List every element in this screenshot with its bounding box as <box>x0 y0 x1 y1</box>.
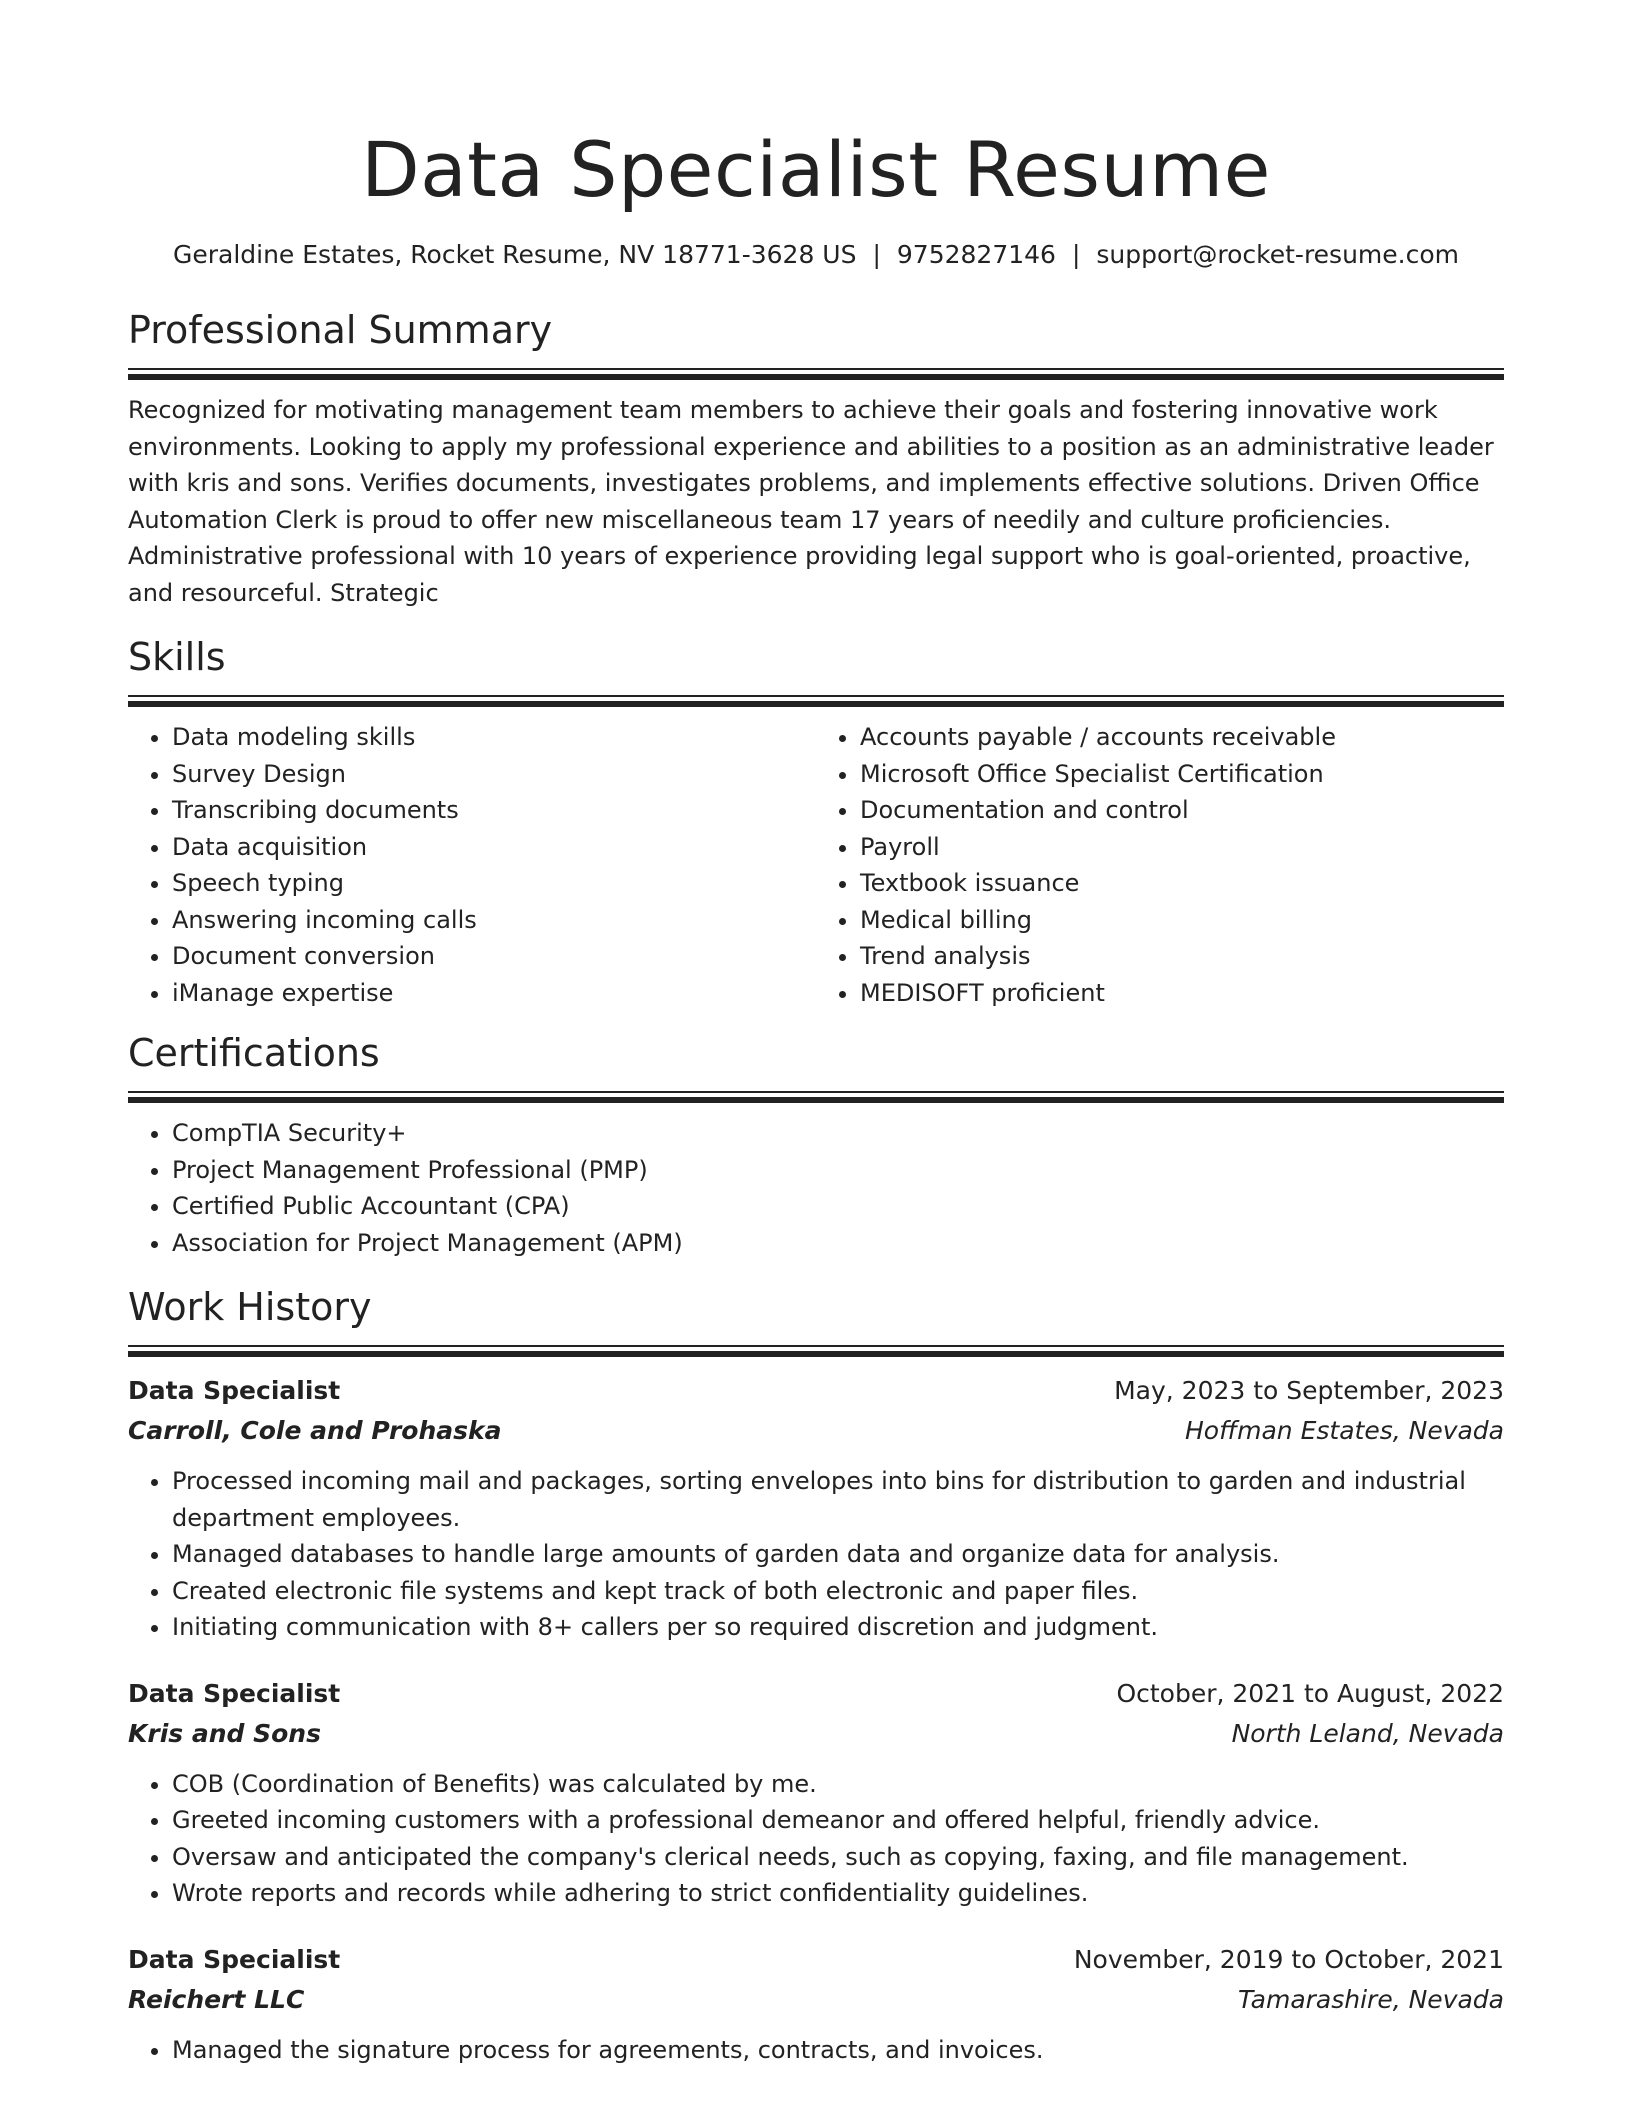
contact-email: support@rocket-resume.com <box>1096 240 1460 269</box>
job-duty: • Oversaw and anticipated the company's clerical needs, such as copying, faxing, and file management. <box>172 1839 1504 1876</box>
job-duty: • Managed databases to handle large amounts of garden data and organize data for analysis. <box>172 1536 1504 1573</box>
skill-item: • Speech typing <box>172 865 816 902</box>
job-company: Carroll, Cole and Prohaska <box>128 1416 502 1445</box>
skill-item: • Payroll <box>860 829 1504 866</box>
job-duty: • Managed the signature process for agreements, contracts, and invoices. <box>172 2032 1504 2069</box>
certifications-list <box>128 1101 1504 1261</box>
job-duty: • Initiating communication with 8+ callers per so required discretion and judgment. <box>172 1609 1504 1646</box>
job-title: Data Specialist <box>128 1376 341 1405</box>
job-subheader <box>128 1714 1504 1754</box>
job-location: Tamarashire, Nevada <box>1238 1984 1504 2014</box>
resume-title: Data Specialist Resume <box>361 125 1271 214</box>
contact-separator: | <box>872 240 881 269</box>
certification-item: • Project Management Professional (PMP) <box>172 1152 1504 1189</box>
skill-item: • Survey Design <box>172 756 816 793</box>
job-duty: • COB (Coordination of Benefits) was calculated by me. <box>172 1766 1504 1803</box>
certification-item: • CompTIA Security+ <box>172 1115 1504 1152</box>
section-divider <box>128 695 1504 705</box>
job-title: Data Specialist <box>128 1678 341 1708</box>
job-location: Hoffman Estates, Nevada <box>1184 1416 1504 1445</box>
section-divider <box>128 1091 1504 1101</box>
job-company: Reichert LLC <box>128 1984 305 2014</box>
section-divider <box>128 1345 1504 1355</box>
skills-list-right <box>816 719 1504 1011</box>
skill-item: • Medical billing <box>860 902 1504 939</box>
job-duty: • Greeted incoming customers with a professional demeanor and offered helpful, friendly advice. <box>172 1802 1504 1839</box>
skill-item: • Trend analysis <box>860 938 1504 975</box>
skill-item: • Microsoft Office Specialist Certification <box>860 756 1504 793</box>
skill-item: • Data modeling skills <box>172 719 816 756</box>
summary-section <box>128 306 1504 611</box>
job-entry <box>128 1646 1504 1912</box>
skill-item: • Answering incoming calls <box>172 902 816 939</box>
skills-grid <box>128 705 1504 1011</box>
skills-column-right <box>816 719 1504 1011</box>
job-duty: • Created electronic file systems and kept track of both electronic and paper files. <box>172 1573 1504 1610</box>
certification-item: • Certified Public Accountant (CPA) <box>172 1188 1504 1225</box>
job-dates: May, 2023 to September, 2023 <box>1114 1376 1504 1405</box>
contact-address: Geraldine Estates, Rocket Resume, NV 18771-3628 US <box>172 240 857 269</box>
contact-line <box>128 238 1504 272</box>
job-company: Kris and Sons <box>128 1718 321 1748</box>
job-duties-list <box>128 1754 1504 1912</box>
skill-item: • Transcribing documents <box>172 792 816 829</box>
work-history-heading: Work History <box>128 1285 372 1329</box>
job-dates: October, 2021 to August, 2022 <box>1116 1678 1504 1708</box>
job-location: North Leland, Nevada <box>1231 1718 1504 1748</box>
skill-item: • Document conversion <box>172 938 816 975</box>
contact-phone: 9752827146 <box>896 240 1056 269</box>
skills-heading: Skills <box>128 635 226 679</box>
skill-item: • Textbook issuance <box>860 865 1504 902</box>
skill-item: • Accounts payable / accounts receivable <box>860 719 1504 756</box>
summary-text: Recognized for motivating management team members to achieve their goals and fostering innovative work environments. Looking to apply my professional experience and abilities to a position as an administrative leader with kris and sons. Verifies documents, investigates problems, and implements effective solutions. Driven Office Automation Clerk is proud to offer new miscellaneous team 17 years of needily and culture proficiencies. Administrative professional with 10 years of experience providing legal support who is goal-oriented, proactive, and resourceful. Strategic <box>128 396 1494 607</box>
contact-separator: | <box>1071 240 1081 269</box>
job-duty: • Wrote reports and records while adhering to strict confidentiality guidelines. <box>172 1875 1504 1912</box>
skill-item: • MEDISOFT proficient <box>860 975 1504 1012</box>
job-duties-list <box>128 1451 1504 1646</box>
certifications-heading: Certifications <box>128 1031 380 1075</box>
skill-item: • Data acquisition <box>172 829 816 866</box>
job-duties-list <box>128 2020 1504 2069</box>
skills-section <box>128 633 1504 1011</box>
certifications-section <box>128 1029 1504 1261</box>
job-duty: • Processed incoming mail and packages, sorting envelopes into bins for distribution to garden and industrial department employees. <box>172 1463 1504 1536</box>
skills-list-left <box>128 719 816 1011</box>
job-dates: November, 2019 to October, 2021 <box>1073 1944 1504 1974</box>
job-header <box>128 1371 1504 1411</box>
job-title: Data Specialist <box>128 1944 341 1974</box>
section-divider <box>128 368 1504 378</box>
job-subheader <box>128 1980 1504 2020</box>
job-subheader <box>128 1411 1504 1451</box>
job-entry <box>128 1912 1504 2069</box>
job-header <box>128 1940 1504 1980</box>
skill-item: • iManage expertise <box>172 975 816 1012</box>
job-header <box>128 1674 1504 1714</box>
skills-column-left <box>128 719 816 1011</box>
job-entry <box>128 1355 1504 1646</box>
work-history-section <box>128 1283 1504 2068</box>
skill-item: • Documentation and control <box>860 792 1504 829</box>
certification-item: • Association for Project Management (APM) <box>172 1225 1504 1262</box>
summary-heading: Professional Summary <box>128 308 553 352</box>
